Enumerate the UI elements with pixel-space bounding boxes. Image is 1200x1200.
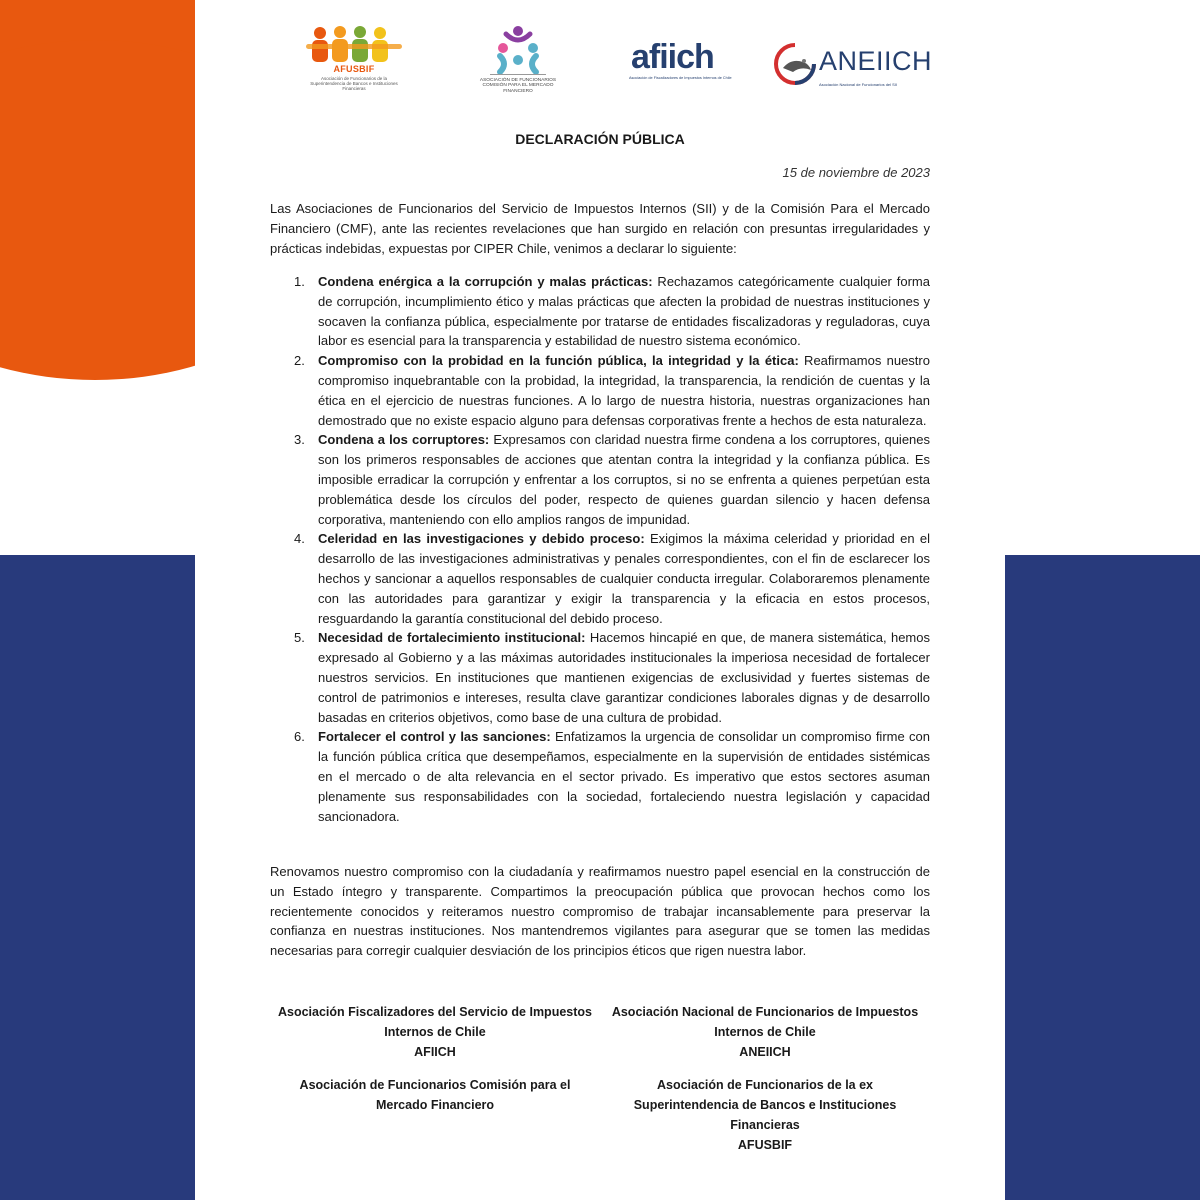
stylized-people-icon bbox=[470, 24, 566, 76]
acmf-logo bbox=[470, 24, 566, 108]
signature-org-name: Asociación de Funcionarios de la ex Superintendencia de Bancos e Instituciones Financieras bbox=[633, 1078, 897, 1132]
item-number: 4. bbox=[294, 531, 305, 547]
navy-background-right bbox=[1005, 555, 1200, 1200]
item-text: Enfatizamos la urgencia de consolidar un compromiso firme con la función pública crítica que desempeñamos, especialmente en la supervisión de entidades sistémicas en el mercado o de alta relevancia en el sector privado. Es imperativo que estos sectores asuman plenamente sus responsabilidades con la sociedad, fortaleciendo nuestra legislación y capacidad sancionadora. bbox=[318, 729, 931, 824]
signature-org-name: Asociación Nacional de Funcionarios de Impuestos Internos de Chile bbox=[611, 1005, 919, 1039]
item-text: Rechazamos categóricamente cualquier forma de corrupción, incumplimiento ético y malas prácticas que afecten la probidad de nuestras instituciones y socaven la confianza pública, especialmente por tratarse de entidades fiscalizadoras y reguladoras, cuya labor es esencial para la transparencia y estabilidad de nuestro sistema económico. bbox=[318, 274, 930, 349]
item-title: Celeridad en las investigaciones y debido proceso: bbox=[318, 531, 645, 547]
signature-block-acmf bbox=[275, 1075, 595, 1115]
signature-org-name: Asociación de Funcionarios Comisión para el Mercado Financiero bbox=[299, 1078, 571, 1112]
acmf-logo-subtitle: ASOCIACIÓN DE FUNCIONARIOS COMISIÓN PARA EL MERCADO FINANCIERO bbox=[479, 78, 557, 94]
closing-paragraph: Renovamos nuestro compromiso con la ciudadanía y reafirmamos nuestro papel esencial en la construcción de un Estado íntegro y transparente. Compartimos la preocupación pública que provocan hechos como los recientemente conocidos y reiteramos nuestro compromiso de trabajar incansablemente para preservar la confianza en nuestras instituciones. Nos mantendremos vigilantes para asegurar que se tomen las medidas necesarias para corregir cualquier desviación de los principios éticos que rigen nuestra labor. bbox=[270, 864, 930, 959]
afiich-logo-subtitle: Asociación de Fiscalizadores de Impuestos Internos de Chile bbox=[629, 76, 732, 80]
afusbif-logo-name: AFUSBIF bbox=[333, 64, 375, 74]
signature-acronym: AFUSBIF bbox=[737, 1138, 793, 1152]
item-text: Exigimos la máxima celeridad y prioridad en el desarrollo de las investigaciones administrativas y penales correspondientes, con el fin de esclarecer los hechos y sancionar a aquellos responsables de cualquier conducta irregular. Colaboraremos plenamente con las autoridades para garantizar y exigir la transparencia y la eficacia en estos procesos, resguardando la garantía constitucional del debido proceso. bbox=[318, 531, 930, 626]
aneiich-logo bbox=[773, 24, 933, 108]
aneiich-logo-wordmark: ANEIICH bbox=[819, 46, 933, 76]
item-text: Expresamos con claridad nuestra firme condena a los corruptores, quienes son los primeros responsables de acciones que atentan contra la integridad y la confianza pública. Es imposible erradicar la corrupción y enfrentar a los corruptos, si no se enfrenta a quienes perpetúan esta problemática desde los círculos del poder, respecto de quienes guardan silencio y hacen defensa corporativa, manteniendo con ello amplios rangos de impunidad. bbox=[318, 432, 931, 527]
item-text: Reafirmamos nuestro compromiso inquebrantable con la probidad, la integridad, la transparencia, la rendición de cuentas y la ética en el ejercicio de nuestras funciones. A lo largo de nuestra historia, nuestras organizaciones han demostrado que no existe espacio alguno para defensas corporativas frente a hechos de esta naturaleza. bbox=[318, 353, 930, 428]
signature-block-afiich bbox=[275, 1002, 595, 1062]
document-title: DECLARACIÓN PÚBLICA bbox=[515, 131, 685, 147]
item-text: Hacemos hincapié en que, de manera sistemática, hemos expresado al Gobierno y a las máximas autoridades institucionales la imperiosa necesidad de fortalecer nuestros servicios. En instituciones que mantienen exigencias de exclusividad y fuertes sistemas de control de patrimonios e intereses, resulta clave garantizar condiciones laborales dignas y de desarrollo basadas en criterios objetivos, como base de una cultura de probidad. bbox=[318, 630, 930, 725]
declaration-item bbox=[270, 272, 930, 351]
afiich-logo bbox=[627, 24, 737, 108]
item-title: Condena a los corruptores: bbox=[318, 432, 490, 448]
signature-block-afusbif bbox=[605, 1075, 925, 1155]
declaration-item bbox=[270, 529, 930, 628]
logo-row bbox=[195, 24, 1005, 108]
item-number: 2. bbox=[294, 353, 305, 369]
intro-paragraph: Las Asociaciones de Funcionarios del Servicio de Impuestos Internos (SII) y de la Comisión Para el Mercado Financiero (CMF), ante las recientes revelaciones que han surgido en relación con presuntas irregularidades y prácticas indebidas, expuestas por CIPER Chile, venimos a declarar lo siguiente: bbox=[270, 201, 930, 256]
afusbif-logo-subtitle: Asociación de Funcionarios de la Superintendencia de Bancos e Instituciones Financieras bbox=[310, 76, 398, 91]
signature-org-name: Asociación Fiscalizadores del Servicio de Impuestos Internos de Chile bbox=[277, 1005, 592, 1039]
aneiich-logo-subtitle: Asociación Nacional de Funcionarios del SII bbox=[819, 82, 898, 87]
signature-acronym: ANEIICH bbox=[739, 1045, 791, 1059]
declaration-item bbox=[270, 727, 930, 826]
people-group-icon bbox=[298, 24, 410, 64]
item-title: Necesidad de fortalecimiento institucional: bbox=[318, 630, 586, 646]
declaration-item bbox=[270, 351, 930, 430]
declaration-document bbox=[195, 0, 1005, 1200]
declaration-item bbox=[270, 430, 930, 529]
item-number: 1. bbox=[294, 274, 305, 289]
declaration-list bbox=[270, 272, 930, 826]
signature-block-aneiich bbox=[605, 1002, 925, 1062]
condor-emblem-icon bbox=[773, 42, 817, 86]
item-number: 5. bbox=[294, 630, 305, 646]
item-title: Condena enérgica a la corrupción y malas prácticas: bbox=[318, 274, 653, 289]
document-date: 15 de noviembre de 2023 bbox=[782, 165, 930, 180]
signature-acronym: AFIICH bbox=[414, 1045, 456, 1059]
item-title: Fortalecer el control y las sanciones: bbox=[318, 729, 551, 745]
item-number: 3. bbox=[294, 432, 305, 448]
item-title: Compromiso con la probidad en la función pública, la integridad y la ética: bbox=[318, 353, 799, 369]
item-number: 6. bbox=[294, 729, 305, 745]
navy-background-left bbox=[0, 555, 195, 1200]
afusbif-logo bbox=[298, 24, 410, 108]
afiich-logo-wordmark: afiich bbox=[631, 38, 714, 76]
declaration-item bbox=[270, 628, 930, 727]
